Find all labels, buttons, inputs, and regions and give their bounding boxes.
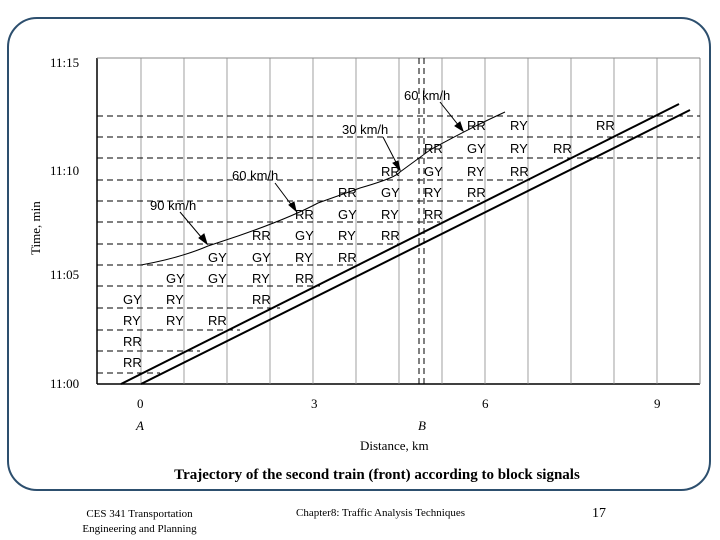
- signal-label: RY: [123, 313, 141, 328]
- signal-label: RR: [123, 355, 142, 370]
- signal-label: RR: [424, 207, 443, 222]
- signal-label: RR: [252, 292, 271, 307]
- x-tick-3: 3: [311, 396, 318, 411]
- signal-label: RR: [252, 228, 271, 243]
- y-tick-1105: 11:05: [50, 267, 80, 282]
- speed-arrows: [180, 102, 463, 244]
- point-a-label: A: [136, 418, 144, 433]
- y-tick-1110: 11:10: [50, 163, 80, 178]
- signal-label: RY: [166, 313, 184, 328]
- signal-label: RY: [510, 141, 528, 156]
- y-axis-label: Time, min: [28, 201, 43, 255]
- speed-label-30: 30 km/h: [342, 122, 389, 137]
- y-tick-1100: 11:00: [50, 376, 80, 391]
- signal-label: RR: [467, 118, 486, 133]
- x-tick-0: 0: [137, 396, 144, 411]
- signal-label: RR: [208, 313, 227, 328]
- signal-label: GY: [208, 271, 227, 286]
- signal-label: RR: [510, 164, 529, 179]
- signal-label: GY: [166, 271, 185, 286]
- signal-label: RR: [467, 185, 486, 200]
- signal-label: RR: [338, 185, 357, 200]
- signal-label: RY: [424, 185, 442, 200]
- signal-label: GY: [424, 164, 443, 179]
- figure-caption: Trajectory of the second train (front) according to block signals: [174, 467, 580, 483]
- signal-label: GY: [381, 185, 400, 200]
- signal-label: RY: [295, 250, 313, 265]
- signal-label: RR: [338, 250, 357, 265]
- signal-label: RR: [596, 118, 615, 133]
- signal-label: RR: [553, 141, 572, 156]
- signal-label: RR: [381, 228, 400, 243]
- signal-label: GY: [208, 250, 227, 265]
- speed-label-60-a: 60 km/h: [232, 168, 279, 183]
- signal-label: RY: [166, 292, 184, 307]
- signal-label: GY: [123, 292, 142, 307]
- y-tick-1115: 11:15: [50, 55, 80, 70]
- signal-label: RR: [123, 334, 142, 349]
- course-line-2: Engineering and Planning: [82, 523, 197, 535]
- first-train-trajectory-front: [121, 104, 679, 384]
- speed-label-90: 90 km/h: [150, 198, 197, 213]
- signal-label: RR: [295, 271, 314, 286]
- x-tick-6: 6: [482, 396, 489, 411]
- course-line-1: CES 341 Transportation: [86, 508, 193, 520]
- signal-label: RR: [295, 207, 314, 222]
- x-tick-9: 9: [654, 396, 661, 411]
- signal-label: RY: [252, 271, 270, 286]
- page-number: 17: [592, 506, 606, 521]
- speed-label-60-b: 60 km/h: [404, 88, 451, 103]
- second-train-trajectory: [141, 112, 505, 265]
- signal-label: RR: [424, 141, 443, 156]
- signal-label: GY: [295, 228, 314, 243]
- signal-label: RY: [338, 228, 356, 243]
- first-train-trajectory-rear: [141, 110, 690, 384]
- point-b-label: B: [418, 418, 426, 433]
- chapter-title: Chapter8: Traffic Analysis Techniques: [296, 507, 466, 519]
- signal-label: RR: [381, 164, 400, 179]
- signal-label: GY: [338, 207, 357, 222]
- course-name: [62, 507, 217, 537]
- signal-label: GY: [252, 250, 271, 265]
- signal-label: GY: [467, 141, 486, 156]
- signal-label: RY: [467, 164, 485, 179]
- x-axis-label: Distance, km: [360, 438, 429, 453]
- signal-label: RY: [510, 118, 528, 133]
- signal-label: RY: [381, 207, 399, 222]
